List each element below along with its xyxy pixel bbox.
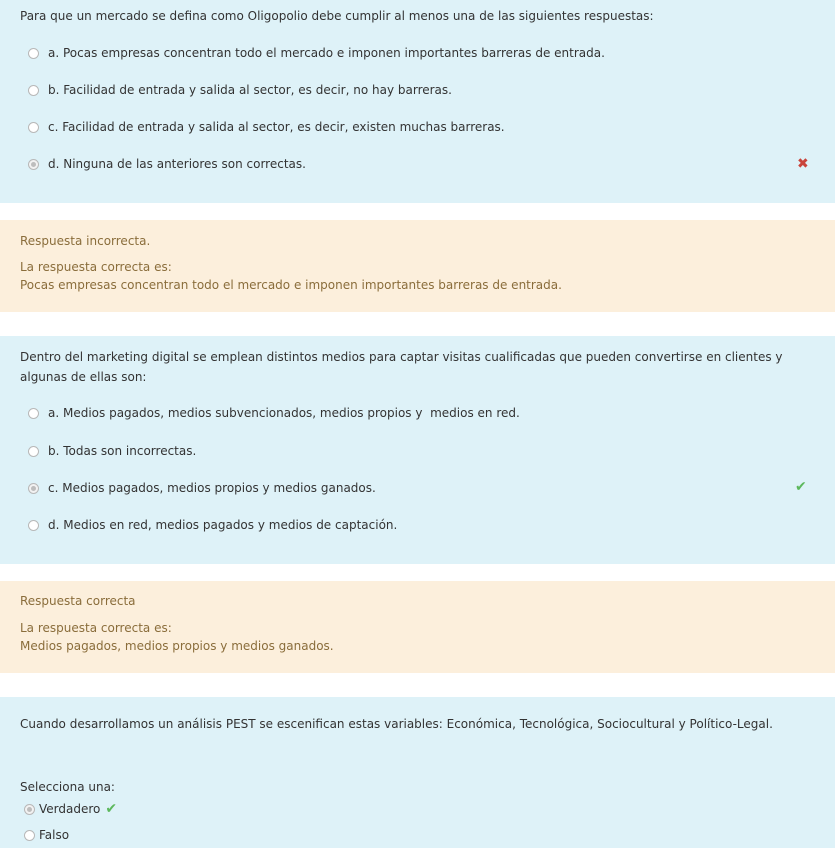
radio-button[interactable] — [28, 520, 39, 531]
question-1-feedback — [0, 220, 835, 312]
correct-icon: ✔ — [795, 479, 807, 495]
feedback-correct-intro: La respuesta correcta es: — [20, 621, 172, 635]
question-2-panel — [0, 336, 835, 564]
option-label: d. Ninguna de las anteriores son correctas. — [48, 157, 306, 171]
question-2-option-c[interactable] — [28, 478, 376, 498]
feedback-status: Respuesta correcta — [20, 594, 136, 608]
option-label: a. Pocas empresas concentran todo el mercado e imponen importantes barreras de entrada. — [48, 46, 605, 60]
incorrect-icon: ✖ — [797, 156, 809, 172]
option-label: c. Medios pagados, medios propios y medios ganados. — [48, 481, 376, 495]
question-3-panel — [0, 697, 835, 848]
question-2-feedback — [0, 581, 835, 673]
question-1-option-b[interactable] — [28, 80, 452, 100]
question-1-prompt: Para que un mercado se defina como Oligopolio debe cumplir al menos una de las siguientes respuestas: — [20, 9, 654, 23]
option-label: b. Todas son incorrectas. — [48, 444, 197, 458]
question-2-option-a[interactable] — [28, 403, 520, 423]
question-2-option-b[interactable] — [28, 441, 196, 461]
option-label: c. Facilidad de entrada y salida al sector, es decir, existen muchas barreras. — [48, 120, 505, 134]
option-true[interactable] — [24, 799, 117, 819]
radio-button[interactable] — [28, 48, 39, 59]
option-label: b. Facilidad de entrada y salida al sector, es decir, no hay barreras. — [48, 83, 452, 97]
question-2-prompt: Dentro del marketing digital se emplean distintos medios para captar visitas cualificadas que pueden convertirse en clientes y algunas de ellas son: — [20, 350, 783, 384]
radio-button-selected[interactable] — [28, 159, 39, 170]
feedback-correct-intro: La respuesta correcta es: — [20, 260, 172, 274]
option-label: Verdadero — [39, 802, 101, 816]
radio-button[interactable] — [28, 122, 39, 133]
question-2-option-d[interactable] — [28, 515, 397, 535]
option-label: d. Medios en red, medios pagados y medios de captación. — [48, 518, 398, 532]
feedback-correct-answer: Pocas empresas concentran todo el mercado e imponen importantes barreras de entrada. — [20, 278, 562, 292]
radio-button[interactable] — [28, 85, 39, 96]
question-1-option-a[interactable] — [28, 43, 605, 63]
radio-button-selected[interactable] — [24, 804, 35, 815]
question-1-panel — [0, 0, 835, 203]
radio-button[interactable] — [28, 408, 39, 419]
option-false[interactable] — [24, 825, 69, 845]
option-label: a. Medios pagados, medios subvencionados, medios propios y medios en red. — [48, 406, 520, 420]
correct-icon: ✔ — [105, 801, 118, 817]
radio-button[interactable] — [24, 830, 35, 841]
feedback-correct-answer: Medios pagados, medios propios y medios ganados. — [20, 639, 334, 653]
select-one-label: Selecciona una: — [20, 780, 115, 794]
feedback-status: Respuesta incorrecta. — [20, 234, 151, 248]
radio-button[interactable] — [28, 446, 39, 457]
question-1-option-c[interactable] — [28, 117, 505, 137]
option-label: Falso — [39, 828, 70, 842]
question-1-option-d[interactable] — [28, 154, 306, 174]
question-3-prompt: Cuando desarrollamos un análisis PEST se escenifican estas variables: Económica, Tecnológica, Sociocultural y Político-Legal. — [20, 717, 773, 731]
radio-button-selected[interactable] — [28, 483, 39, 494]
